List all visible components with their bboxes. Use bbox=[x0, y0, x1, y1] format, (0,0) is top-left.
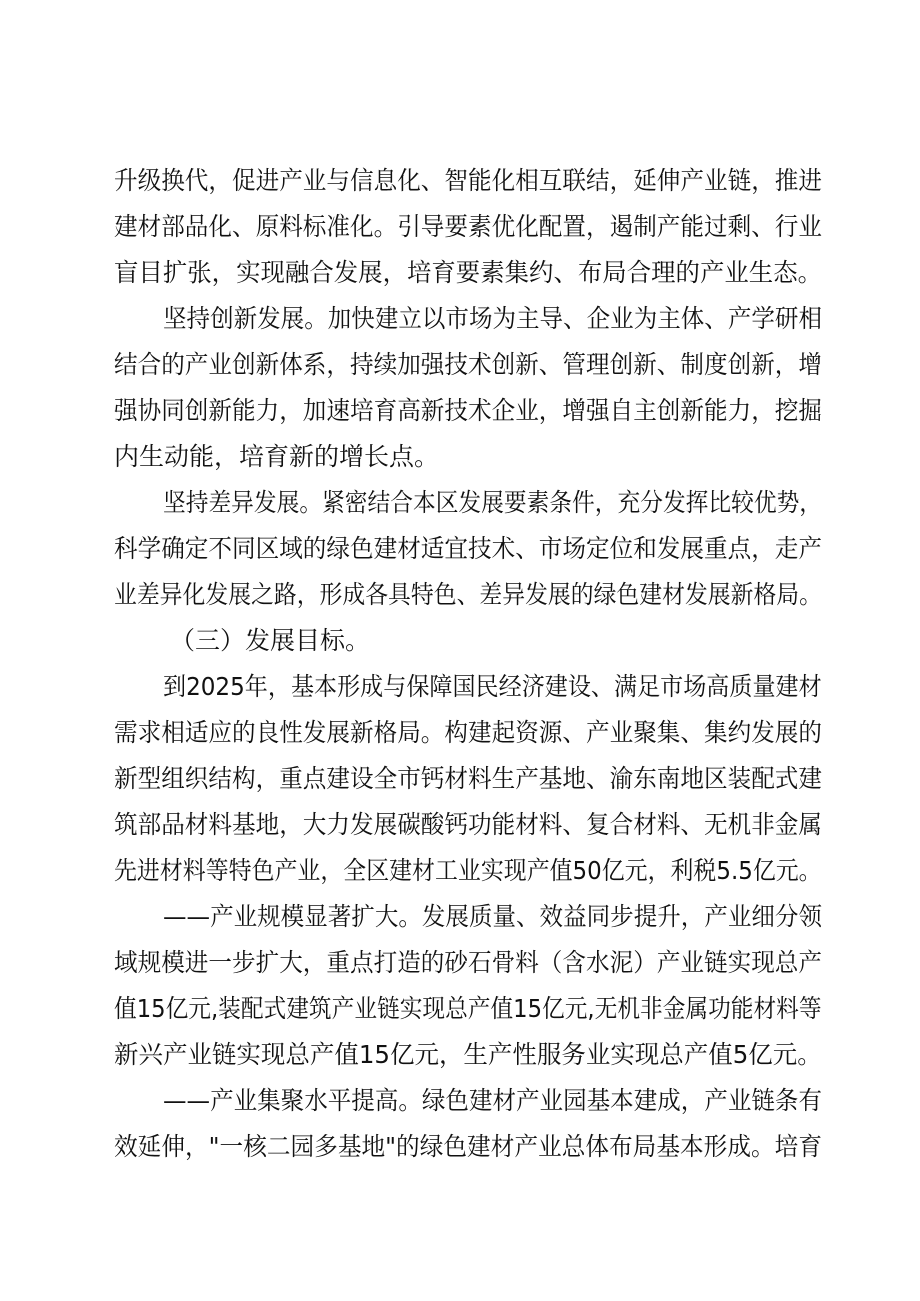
paragraph-line: 强协同创新能力，加速培育高新技术企业，增强自主创新能力，挖掘 bbox=[114, 396, 823, 425]
paragraph-line: 新兴产业链实现总产值15亿元，生产性服务业实现总产值5亿元。 bbox=[114, 1040, 822, 1069]
paragraph-line: ——产业集聚水平提高。绿色建材产业园基本建成，产业链条有 bbox=[163, 1086, 822, 1115]
paragraph-line: 先进材料等特色产业，全区建材工业实现产值50亿元，利税5.5亿元。 bbox=[114, 856, 822, 885]
paragraph-line: 科学确定不同区域的绿色建材适宜技术、市场定位和发展重点，走产 bbox=[114, 534, 823, 563]
paragraph-line: 盲目扩张，实现融合发展，培育要素集约、布局合理的产业生态。 bbox=[114, 258, 823, 287]
paragraph-line: 业差异化发展之路，形成各具特色、差异发展的绿色建材发展新格局。 bbox=[114, 580, 822, 609]
paragraph-line: 内生动能，培育新的增长点。 bbox=[114, 442, 440, 471]
paragraph-line: 值15亿元,装配式建筑产业链实现总产值15亿元,无机非金属功能材料等 bbox=[114, 994, 822, 1023]
paragraph-line: 效延伸，"一核二园多基地"的绿色建材产业总体布局基本形成。培育 bbox=[114, 1132, 822, 1161]
paragraph-line: ——产业规模显著扩大。发展质量、效益同步提升，产业细分领 bbox=[163, 902, 822, 931]
paragraph-line: 筑部品材料基地，大力发展碳酸钙功能材料、复合材料、无机非金属 bbox=[114, 810, 823, 839]
paragraph-line: 坚持创新发展。加快建立以市场为主导、企业为主体、产学研相 bbox=[163, 304, 822, 333]
paragraph-line: 结合的产业创新体系，持续加强技术创新、管理创新、制度创新，增 bbox=[114, 350, 823, 379]
paragraph-line: 升级换代，促进产业与信息化、智能化相互联结，延伸产业链，推进 bbox=[114, 166, 823, 195]
section-heading: （三）发展目标。 bbox=[170, 626, 371, 655]
paragraph-line: 新型组织结构，重点建设全市钙材料生产基地、渝东南地区装配式建 bbox=[114, 764, 823, 793]
paragraph-line: 到2025年，基本形成与保障国民经济建设、满足市场高质量建材 bbox=[163, 672, 822, 701]
paragraph-line: 需求相适应的良性发展新格局。构建起资源、产业聚集、集约发展的 bbox=[114, 718, 823, 747]
paragraph-line: 坚持差异发展。紧密结合本区发展要素条件，充分发挥比较优势， bbox=[163, 488, 823, 517]
paragraph-line: 建材部品化、原料标准化。引导要素优化配置，遏制产能过剩、行业 bbox=[114, 212, 823, 241]
paragraph-line: 域规模进一步扩大，重点打造的砂石骨料（含水泥）产业链实现总产 bbox=[114, 948, 823, 977]
